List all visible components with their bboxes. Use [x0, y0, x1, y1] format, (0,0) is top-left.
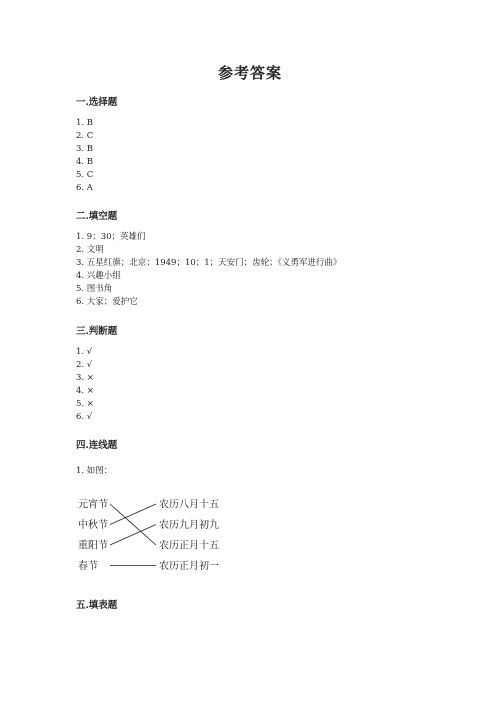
answer-item: 2. C: [76, 131, 94, 141]
answer-item: 1. √: [76, 347, 93, 357]
answer-item: 4. B: [76, 157, 94, 167]
section-heading-connect: 四.连线题: [76, 440, 118, 451]
section-heading-choice: 一.选择题: [76, 97, 118, 108]
answer-list-judge: [76, 346, 94, 424]
connect-line: [110, 504, 156, 545]
matching-diagram: [70, 492, 250, 577]
festival-label: 中秋节: [78, 520, 108, 531]
section-heading-table: 五.填表题: [76, 600, 118, 611]
page-title: 参考答案: [217, 64, 282, 82]
answer-item: 3. 五星红旗；北京；1949；10；1；天安门；齿轮；《义勇军进行曲》: [76, 258, 342, 268]
answer-item: 5. C: [76, 170, 94, 180]
answer-item: 2. √: [76, 360, 93, 370]
connect-line: [110, 525, 156, 546]
answer-item: 6. A: [76, 183, 93, 193]
answer-item: 1. B: [76, 118, 94, 128]
answer-item: 5. ×: [76, 399, 94, 409]
festival-label: 春节: [78, 561, 98, 572]
answer-item: 4. 兴趣小组: [76, 271, 121, 281]
answer-list-fill: [76, 231, 341, 309]
connect-line: [110, 504, 156, 525]
date-label: 农历九月初九: [159, 520, 219, 531]
section-heading-fill: 二.填空题: [76, 211, 118, 222]
answer-item: 2. 文明: [76, 245, 104, 255]
answer-item: 6. 大家；爱护它: [76, 297, 138, 307]
date-label: 农历正月十五: [159, 540, 219, 552]
answer-list-choice: [76, 117, 93, 195]
answer-item: 6. √: [76, 412, 93, 422]
festival-label: 元宵节: [78, 499, 108, 511]
date-label: 农历八月十五: [159, 499, 219, 511]
answer-item: 4. ×: [76, 386, 94, 396]
section-heading-judge: 三.判断题: [76, 326, 118, 337]
answer-item: 5. 图书角: [76, 284, 113, 294]
date-label: 农历正月初一: [159, 561, 219, 572]
answer-item: 1. 9；30；英雄们: [76, 232, 146, 242]
festival-label: 重阳节: [78, 540, 108, 552]
answer-item: 3. B: [76, 144, 94, 154]
answer-item: 3. ×: [76, 373, 94, 383]
connect-intro: 1. 如图：: [76, 466, 113, 476]
